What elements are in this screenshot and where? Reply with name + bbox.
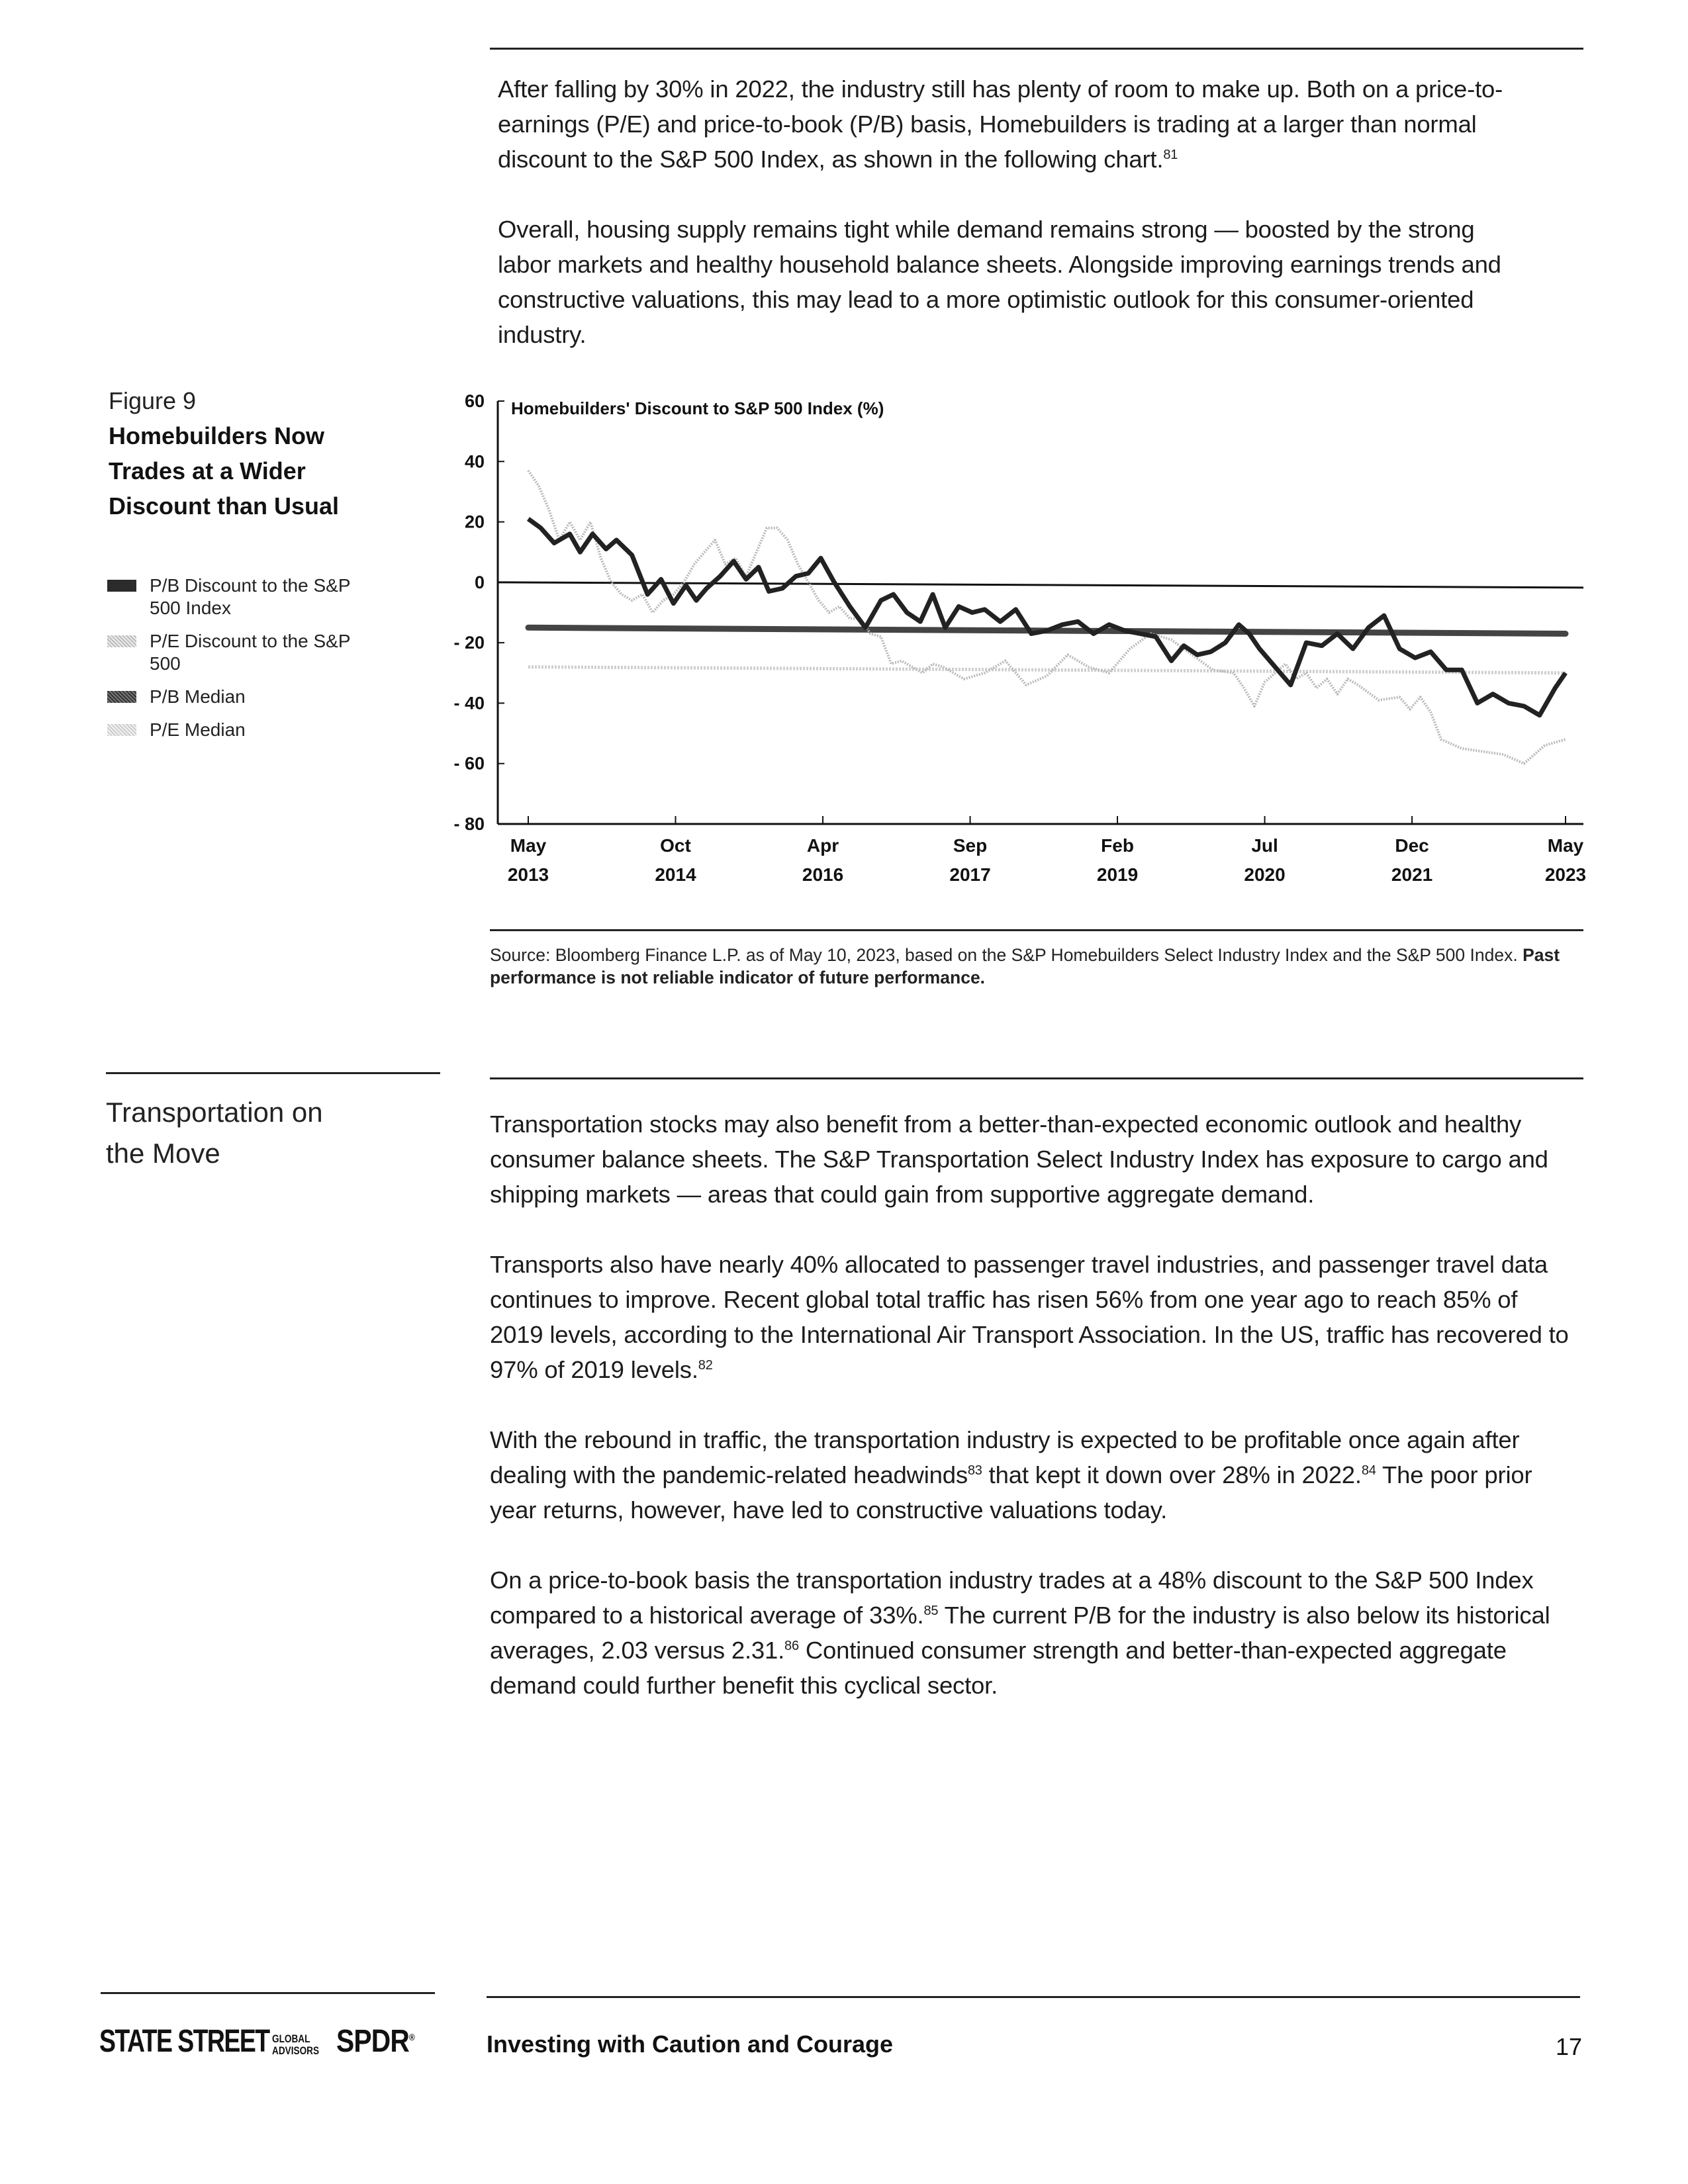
chart-series: [528, 471, 1566, 764]
chart-title: Homebuilders' Discount to S&P 500 Index (%): [511, 398, 884, 418]
x-tick-year: 2020: [1244, 864, 1286, 885]
footnote-ref[interactable]: 84: [1361, 1463, 1376, 1478]
y-tick-label: - 20: [453, 633, 485, 653]
legend-item-pe-discount: P/E Discount to the S&P 500: [107, 630, 385, 675]
x-tick-month: Jul: [1251, 835, 1278, 856]
x-tick-year: 2021: [1391, 864, 1433, 885]
footnote-ref[interactable]: 83: [967, 1463, 982, 1478]
x-tick-month: Oct: [660, 835, 691, 856]
x-tick-year: 2019: [1096, 864, 1139, 885]
x-tick-month: Dec: [1395, 835, 1429, 856]
section-paragraph-2: Transports also have nearly 40% allocated to passenger travel industries, and passenger travel data continues to improve. Recent global total traffic has risen 56% from one year ago to reach 85% of 2019 levels, according to the International Air Transport Association. In the US, traffic has recovered to 97% of 2019 levels.$^{82}$: [490, 1251, 1569, 1383]
footnote-ref[interactable]: 85: [923, 1603, 939, 1618]
chart-axes: [453, 391, 1586, 885]
y-tick-label: - 80: [453, 814, 485, 834]
x-tick-month: May: [1547, 835, 1584, 856]
x-tick-year: 2023: [1544, 864, 1587, 885]
footnote-ref[interactable]: 86: [784, 1638, 799, 1653]
footer-left-divider: [101, 1992, 435, 1994]
chart-source: [490, 944, 1582, 989]
x-tick-month: Sep: [953, 835, 988, 856]
figure-title: Homebuilders Now Trades at a Wider Discount than Usual: [109, 422, 340, 520]
y-tick-label: - 40: [453, 693, 485, 713]
y-tick-label: 0: [474, 572, 485, 592]
section-heading: Transportation on the Move: [106, 1097, 323, 1169]
section-body: [490, 1107, 1575, 1738]
line-chart: [0, 0, 1688, 927]
x-tick-year: 2014: [655, 864, 696, 885]
y-tick-label: 60: [464, 391, 485, 411]
legend-item-pb-discount: P/B Discount to the S&P 500 Index: [107, 574, 385, 619]
figure-number: Figure 9: [109, 387, 197, 414]
x-tick-month: May: [510, 835, 547, 856]
logo-state-street: STATE STREET: [99, 2024, 269, 2059]
section-paragraph-1: Transportation stocks may also benefit from a better-than-expected economic outlook and healthy consumer balance sheets. The S&P Transportation Select Industry Index has exposure to cargo and shipping markets — areas that could gain from supportive aggregate demand.: [490, 1111, 1548, 1208]
brand-logo: [99, 2020, 444, 2060]
logo-spdr: SPDR®: [336, 2024, 414, 2059]
chart-bottom-divider: [490, 929, 1583, 931]
legend-item-pb-median: P/B Median: [107, 686, 385, 708]
x-tick-month: Feb: [1101, 835, 1134, 856]
footer-title: Investing with Caution and Courage: [487, 2030, 894, 2058]
series-p-e-median: [528, 667, 1566, 673]
intro-paragraph-1: After falling by 30% in 2022, the industry still has plenty of room to make up. Both on a price-to-earnings (P/E) and price-to-book (P/B) basis, Homebuilders is trading at a larger than normal discount to the S&P 500 Index, as shown in the following chart.$^{81}$: [498, 75, 1503, 173]
logo-global-advisors: GLOBAL ADVISORS: [271, 2032, 319, 2057]
x-tick-year: 2017: [949, 864, 991, 885]
x-tick-year: 2016: [802, 864, 844, 885]
section-paragraph-4: On a price-to-book basis the transportation industry trades at a 48% discount to the S&P 500 Index compared to a historical average of 33%.$^{85}$ The current P/B for the industry is also below its historical averages, 2.03 versus 2.31.86 Continued consumer strength and better-than-expected aggregate demand could further benefit this cyclical sector.: [490, 1567, 1550, 1699]
footnote-ref[interactable]: 82: [698, 1357, 713, 1373]
page-number: 17: [1556, 2033, 1583, 2060]
section-paragraph-3: With the rebound in traffic, the transportation industry is expected to be profitable once again after dealing with the pandemic-related headwinds$^{83}$ that kept it down over 28% in 2022.84 The poor prior year returns, however, have led to constructive valuations today.: [490, 1426, 1532, 1524]
y-tick-label: 20: [464, 512, 485, 532]
section-right-divider: [490, 1077, 1583, 1079]
y-tick-label: 40: [464, 451, 485, 472]
section-left-divider: [106, 1072, 440, 1074]
series-p-e-discount-to-the-s-p-500: [528, 471, 1566, 764]
footnote-ref[interactable]: 81: [1163, 147, 1178, 162]
footer-right-divider: [487, 1996, 1580, 1998]
x-tick-year: 2013: [507, 864, 549, 885]
source-text: Source: Bloomberg Finance L.P. as of May 10, 2023, based on the S&P Homebuilders Select Industry Index and the S&P 500 Index.: [490, 945, 1518, 965]
series-p-b-discount-to-the-s-p-500-index: [528, 519, 1566, 715]
disclaimer-text: Past performance is not reliable indicator of future performance.: [490, 945, 1560, 987]
legend-item-pe-median: P/E Median: [107, 719, 385, 741]
x-tick-month: Apr: [806, 835, 839, 856]
y-tick-label: - 60: [453, 753, 485, 774]
intro-paragraph-2: Overall, housing supply remains tight while demand remains strong — boosted by the strong labor markets and healthy household balance sheets. Alongside improving earnings trends and constructive valuations, this may lead to a more optimistic outlook for this consumer-oriented industry.: [498, 216, 1501, 348]
